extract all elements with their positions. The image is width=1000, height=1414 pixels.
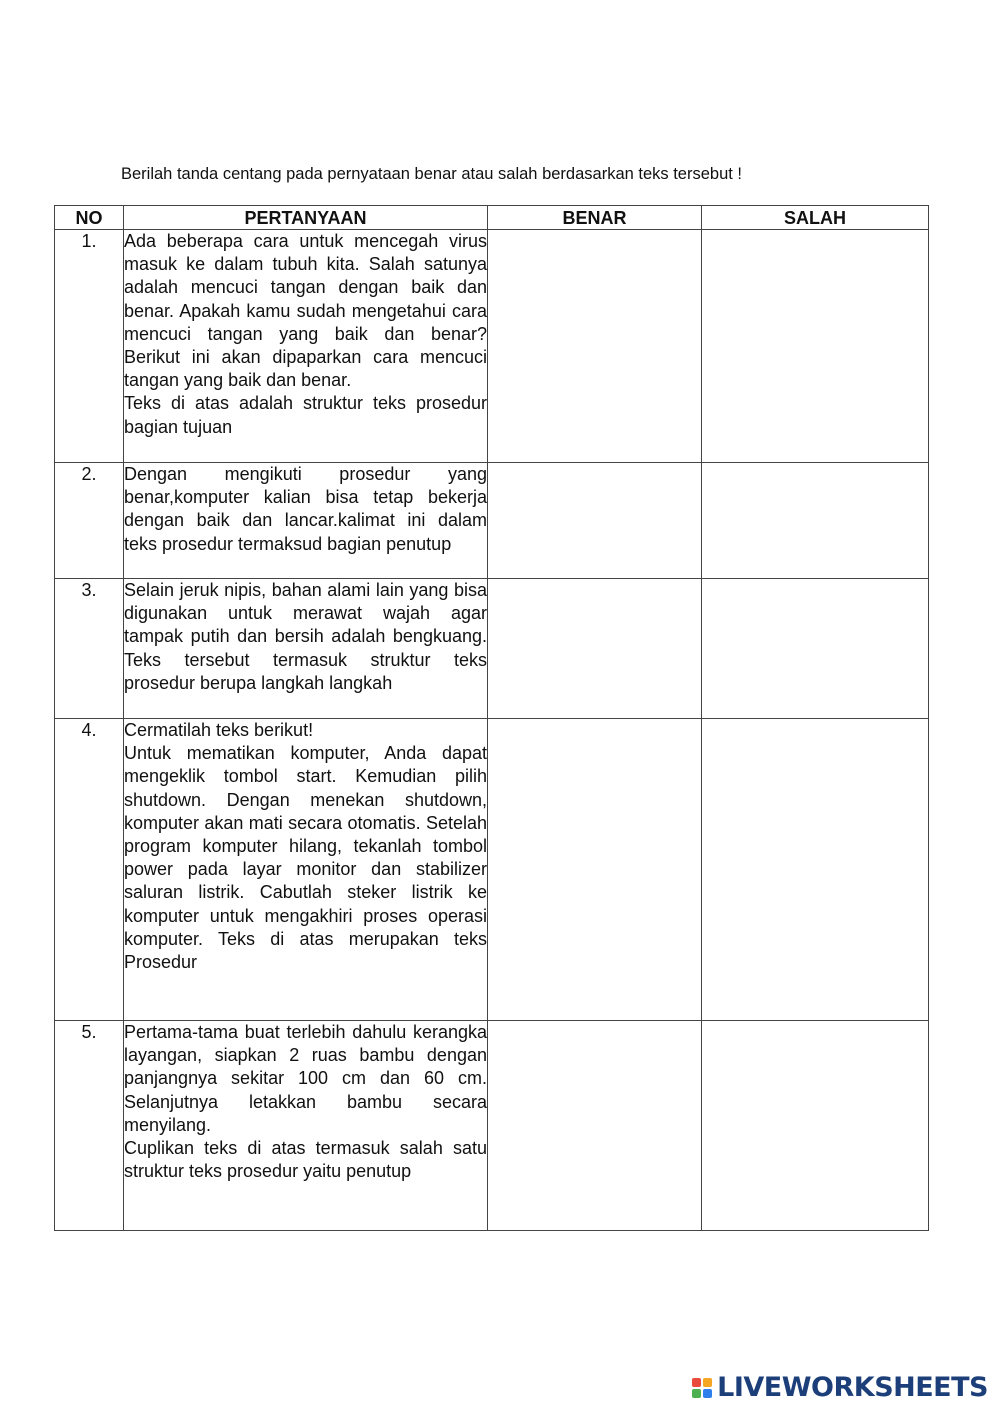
logo-blocks-icon: [692, 1378, 712, 1398]
row-number: 4.: [55, 719, 124, 1021]
answer-false-cell[interactable]: [702, 1021, 929, 1231]
logo-block: [703, 1389, 712, 1398]
logo-text: LIVEWORKSHEETS: [717, 1372, 988, 1403]
question-cell: [124, 463, 488, 579]
question-cell: [124, 230, 488, 463]
question-cell: [124, 719, 488, 1021]
answer-true-cell[interactable]: [488, 579, 702, 719]
logo-block: [692, 1378, 701, 1387]
table-row: [55, 463, 929, 579]
header-no: NO: [55, 206, 124, 230]
answer-true-cell[interactable]: [488, 719, 702, 1021]
instruction-text: Berilah tanda centang pada pernyataan benar atau salah berdasarkan teks tersebut !: [121, 165, 743, 183]
question-cell: [124, 579, 488, 719]
question-paragraph: Ada beberapa cara untuk mencegah virus masuk ke dalam tubuh kita. Salah satunya adalah mencuci tangan dengan baik dan benar. Apakah kamu sudah mengetahui cara mencuci tangan yang baik dan benar? Berikut ini akan dipaparkan cara mencuci tangan yang baik dan benar.: [124, 231, 487, 391]
table-row: [55, 579, 929, 719]
question-paragraph: Cermatilah teks berikut!: [124, 720, 314, 740]
row-number: 5.: [55, 1021, 124, 1231]
table-row: [55, 230, 929, 463]
question-paragraph: Untuk mematikan komputer, Anda dapat mengeklik tombol start. Kemudian pilih shutdown. Dengan menekan shutdown, komputer akan mati secara otomatis. Setelah program komputer hilang, tekanlah tombol power pada layar monitor dan stabilizer saluran listrik. Cabutlah steker listrik ke komputer untuk mengakhiri proses operasi komputer. Teks di atas merupakan teks Prosedur: [124, 743, 487, 973]
table-header-row: [55, 206, 929, 230]
answer-false-cell[interactable]: [702, 463, 929, 579]
header-true: BENAR: [488, 206, 702, 230]
answer-false-cell[interactable]: [702, 230, 929, 463]
row-number: 1.: [55, 230, 124, 463]
logo-block: [703, 1378, 712, 1387]
question-paragraph: Selain jeruk nipis, bahan alami lain yang bisa digunakan untuk merawat wajah agar tampak putih dan bersih adalah bengkuang. Teks tersebut termasuk struktur teks prosedur berupa langkah langkah: [124, 580, 487, 693]
row-number: 2.: [55, 463, 124, 579]
answer-true-cell[interactable]: [488, 230, 702, 463]
question-paragraph: Cuplikan teks di atas termasuk salah satu struktur teks prosedur yaitu penutup: [124, 1138, 487, 1182]
table-row: [55, 1021, 929, 1231]
answer-false-cell[interactable]: [702, 719, 929, 1021]
table-row: [55, 719, 929, 1021]
question-cell: [124, 1021, 488, 1231]
question-paragraph: Dengan mengikuti prosedur yang benar,komputer kalian bisa tetap bekerja dengan baik dan lancar.kalimat ini dalam teks prosedur termaksud bagian penutup: [124, 464, 487, 554]
logo-block: [692, 1389, 701, 1398]
answer-true-cell[interactable]: [488, 463, 702, 579]
answer-false-cell[interactable]: [702, 579, 929, 719]
row-number: 3.: [55, 579, 124, 719]
answer-true-cell[interactable]: [488, 1021, 702, 1231]
question-paragraph: Pertama-tama buat terlebih dahulu kerangka layangan, siapkan 2 ruas bambu dengan panjangnya sekitar 100 cm dan 60 cm. Selanjutnya letakkan bambu secara menyilang.: [124, 1022, 487, 1135]
question-paragraph: Teks di atas adalah struktur teks prosedur bagian tujuan: [124, 393, 487, 437]
liveworksheets-logo: [692, 1372, 988, 1404]
true-false-table: [54, 205, 929, 1231]
header-question: PERTANYAAN: [124, 206, 488, 230]
header-false: SALAH: [702, 206, 929, 230]
